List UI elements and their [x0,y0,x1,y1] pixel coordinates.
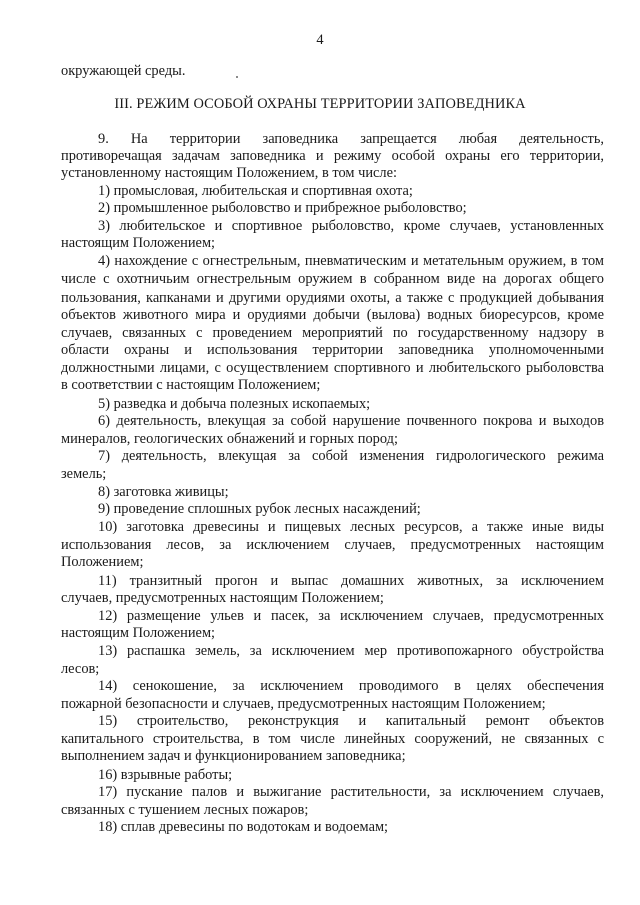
text-line: использования лесов, за исключением случаев, предусмотренных настоящим [61,537,604,553]
text-line: 17) пускание палов и выжигание растительности, за исключением случаев, [98,784,604,800]
scan-speck [236,76,238,78]
text-line: области охраны и использования территории заповедника уполномоченными [61,342,604,358]
section-heading: III. РЕЖИМ ОСОБОЙ ОХРАНЫ ТЕРРИТОРИИ ЗАПОВЕДНИКА [114,96,526,112]
text-line: 11) транзитный прогон и выпас домашних животных, за исключением [98,573,604,589]
text-line: 6) деятельность, влекущая за собой нарушение почвенного покрова и выходов [98,413,604,429]
text-line: пожарной безопасности и случаев, предусмотренных настоящим Положением; [61,696,546,712]
text-line: случаев, предусмотренных настоящим Положением; [61,590,384,606]
text-line: противоречащая задачам заповедника и режиму особой охраны его территории, [61,148,604,164]
text-line: установленному настоящим Положением, в том числе: [61,165,397,181]
text-line: 2) промышленное рыболовство и прибрежное рыболовство; [98,200,467,216]
text-line: 9) проведение сплошных рубок лесных насаждений; [98,501,421,517]
text-line: 10) заготовка древесины и пищевых лесных ресурсов, а также иные виды [98,519,604,535]
text-line: настоящим Положением; [61,235,216,251]
text-line: 13) распашка земель, за исключением мер противопожарного обустройства [98,643,604,659]
text-line: 1) промысловая, любительская и спортивная охота; [98,183,413,199]
text-line: 12) размещение ульев и пасек, за исключением случаев, предусмотренных [98,608,604,624]
text-line: случаев, связанных с проведением мероприятий по государственному надзору в [61,325,604,341]
text-line: выполнением задач и функционированием заповедника; [61,748,406,764]
text-line: пользования, капканами и другими орудиями охоты, а также с продукцией добывания [61,290,604,306]
opening-line: окружающей среды. [61,63,186,79]
text-line: 9. На территории заповедника запрещается любая деятельность, [98,131,604,147]
text-line: 14) сенокошение, за исключением проводимого в целях обеспечения [98,678,604,694]
text-line: связанных с тушением лесных пожаров; [61,802,309,818]
text-line: объектов животного мира и орудиями добычи (вылова) водных биоресурсов, кроме [61,307,604,323]
text-line: 16) взрывные работы; [98,767,233,783]
text-line: Положением; [61,554,144,570]
text-line: 15) строительство, реконструкция и капитальный ремонт объектов [98,713,604,729]
text-line: числе с охотничьим огнестрельным оружием в собранном виде на дорогах общего [61,271,604,287]
text-line: должностными лицами, с осуществлением спортивного и любительского рыболовства [61,360,604,376]
page-number: 4 [316,32,324,48]
text-line: в соответствии с настоящим Положением; [61,377,321,393]
text-line: 7) деятельность, влекущая за собой изменения гидрологического режима [98,448,604,464]
text-line: 5) разведка и добыча полезных ископаемых; [98,396,371,412]
text-line: земель; [61,466,107,482]
text-line: лесов; [61,661,100,677]
text-line: 4) нахождение с огнестрельным, пневматическим и метательным оружием, в том [98,253,604,269]
text-line: 8) заготовка живицы; [98,484,229,500]
text-line: минералов, геологических обнажений и горных пород; [61,431,398,447]
text-line: 3) любительское и спортивное рыболовство, кроме случаев, установленных [98,218,604,234]
text-line: капитального строительства, в том числе линейных сооружений, не связанных с [61,731,604,747]
text-line: настоящим Положением; [61,625,216,641]
text-line: 18) сплав древесины по водотокам и водоемам; [98,819,389,835]
